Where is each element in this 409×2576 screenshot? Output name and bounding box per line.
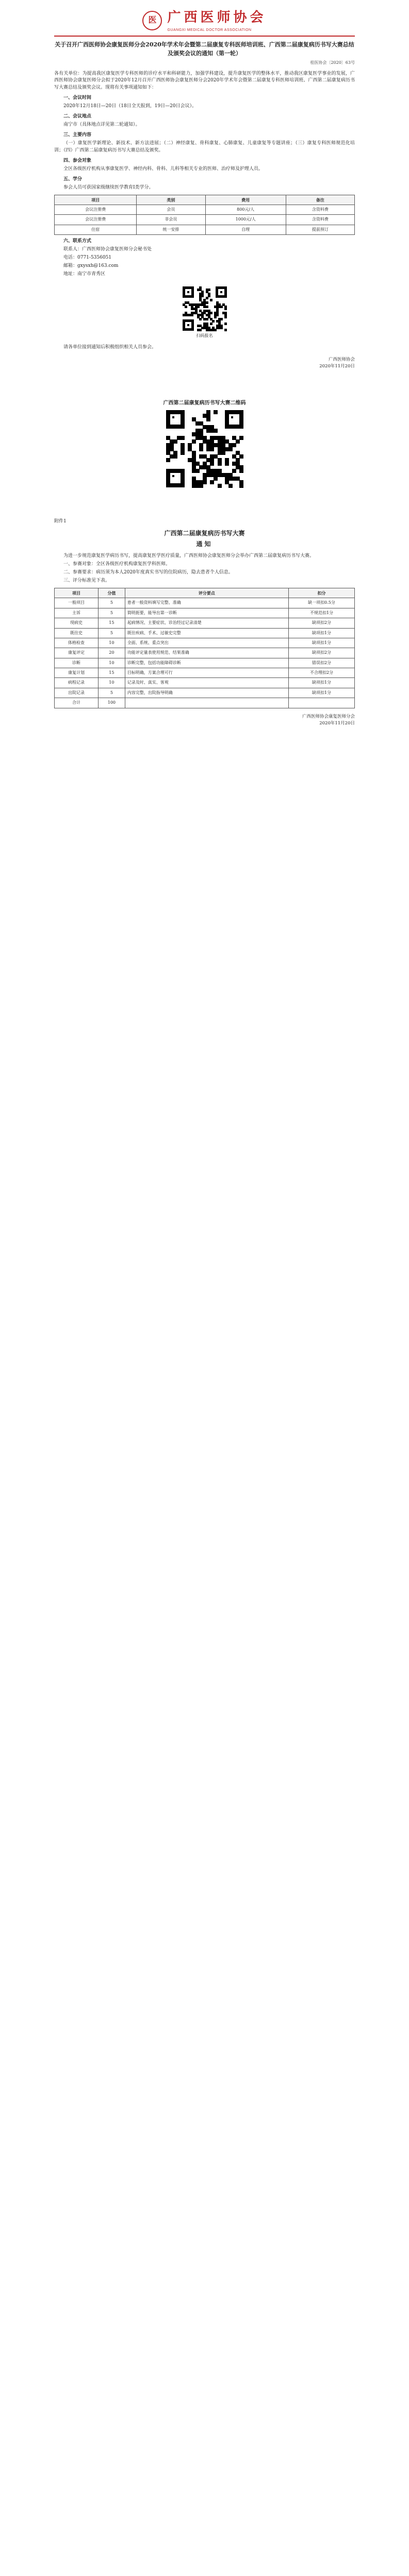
section-body: 参会人员可获国家级继续医学教育Ⅰ类学分。 xyxy=(63,184,154,190)
table-cell: 内容完整，出院指导明确 xyxy=(125,688,288,698)
table-cell: 主诉 xyxy=(55,608,99,618)
table-header: 费用 xyxy=(205,195,286,205)
notice-sections xyxy=(54,95,355,191)
page-break xyxy=(54,493,355,513)
table-cell: 现病史 xyxy=(55,618,99,628)
attachment-para: 为进一步规范康复医学病历书写，提高康复医学医疗质量，广西医师协会康复医师分会举办广西第二届康复病历书写大赛。 xyxy=(63,553,315,559)
table-cell: 5 xyxy=(98,688,125,698)
table-cell: 缺项扣2分 xyxy=(289,618,355,628)
score-table xyxy=(54,588,355,708)
contact-line: 联系人：广西医师协会康复医师分会秘书处 xyxy=(63,247,152,252)
notice-intro: 各有关单位：为提高我区康复医学专科医师的诊疗水平和科研能力，加强学科建设，提升康复医学的整体水平，推动我区康复医学事业的发展，广西医师协会康复医师分会拟于2020年12月召开广西医师协会康复医师分会2020年学术年会暨第二届康复专科医师培训班、广西第二届康复病历书写大赛总结及颁奖会议。现将有关事项通知如下： xyxy=(54,71,355,91)
table-cell: 含资料费 xyxy=(286,215,354,225)
section-head: 五、学分 xyxy=(63,176,83,182)
table-row xyxy=(55,638,355,648)
attachment-subtitle: 通知 xyxy=(196,540,213,548)
table-header: 评分要点 xyxy=(125,588,288,598)
letterhead-text xyxy=(167,7,266,33)
table-header: 项目 xyxy=(55,588,99,598)
contact-line: 地址：南宁市青秀区 xyxy=(63,271,106,277)
contact-head: 六、联系方式 xyxy=(63,239,92,244)
table-header-row xyxy=(55,588,355,598)
table-cell: 20 xyxy=(98,648,125,658)
table-cell: 住宿 xyxy=(55,225,137,234)
table-cell: 提前预订 xyxy=(286,225,354,234)
attachment-para: 一、参赛对象：全区各级医疗机构康复医学科医师。 xyxy=(63,562,171,567)
section-body: 2020年12月18日—20日（18日全天报到，19日—20日会议）。 xyxy=(63,104,197,109)
table-cell: 非会员 xyxy=(137,215,205,225)
table-row xyxy=(55,628,355,638)
table-cell: 10 xyxy=(98,678,125,688)
table-cell: 5 xyxy=(98,608,125,618)
table-cell: 康复评定 xyxy=(55,648,99,658)
contact-line: 电话：0771-5356051 xyxy=(63,255,112,261)
table-cell: 起病情况、主要症状、诊治经过记录清楚 xyxy=(125,618,288,628)
table-cell: 出院记录 xyxy=(55,688,99,698)
sign-date: 2020年11月20日 xyxy=(319,364,355,369)
table-cell: 自理 xyxy=(205,225,286,234)
table-cell: 15 xyxy=(98,668,125,678)
table-cell: 康复计划 xyxy=(55,668,99,678)
qr-caption: 扫码报名 xyxy=(196,333,213,338)
table-row xyxy=(55,688,355,698)
total-label: 合计 xyxy=(55,698,99,708)
table-row xyxy=(55,215,355,225)
table-cell: 体格检查 xyxy=(55,638,99,648)
table-cell: 一般项目 xyxy=(55,598,99,608)
table-cell: 不合理扣2分 xyxy=(289,668,355,678)
table-cell xyxy=(125,698,288,708)
table-cell: 缺项扣1分 xyxy=(289,688,355,698)
sign-date: 2020年11月20日 xyxy=(319,720,355,726)
table-cell: 功能评定量表使用规范、结果准确 xyxy=(125,648,288,658)
contest-qr-caption: 广西第二届康复病历书写大赛二维码 xyxy=(163,400,246,406)
table-cell: 全面、系统、重点突出 xyxy=(125,638,288,648)
table-cell: 病程记录 xyxy=(55,678,99,688)
table-row xyxy=(55,598,355,608)
table-cell: 缺项扣1分 xyxy=(289,628,355,638)
notice-closing: 请各单位接到通知后积极组织相关人员参会。 xyxy=(63,345,157,350)
page-break xyxy=(54,370,355,391)
table-cell: 10 xyxy=(98,658,125,668)
section-body: 南宁市（具体地点详见第二轮通知）。 xyxy=(63,122,140,128)
table-row xyxy=(55,225,355,234)
section-head: 一、会议时间 xyxy=(63,95,92,101)
signature-block xyxy=(54,357,355,370)
attachment-title: 广西第二届康复病历书写大赛 xyxy=(164,530,245,537)
table-row xyxy=(55,618,355,628)
table-header: 备注 xyxy=(286,195,354,205)
table-total-row xyxy=(55,698,355,708)
table-cell: 统一安排 xyxy=(137,225,205,234)
section-body: 全区各级医疗机构从事康复医学、神经内科、骨科、儿科等相关专业的医师、治疗师及护理人员。 xyxy=(63,166,264,172)
table-cell: 缺项扣1分 xyxy=(289,638,355,648)
table-cell: 15 xyxy=(98,618,125,628)
score-table-body xyxy=(55,598,355,698)
section-body: （一）康复医学新理论、新技术、新方法进展；（二）神经康复、骨科康复、心肺康复、儿童康复等专题讲座；（三）康复专科医师规范化培训；（四）广西第二届康复病历书写大赛总结及颁奖。 xyxy=(54,141,355,153)
table-cell: 10 xyxy=(98,638,125,648)
table-cell: 缺一项扣0.5分 xyxy=(289,598,355,608)
org-name-en: GUANGXI MEDICAL DOCTOR ASSOCIATION xyxy=(167,28,252,32)
table-row xyxy=(55,648,355,658)
table-cell: 含资料费 xyxy=(286,205,354,215)
table-row xyxy=(55,668,355,678)
document-page xyxy=(0,0,409,748)
table-header: 项目 xyxy=(55,195,137,205)
sign-org: 广西医师协会 xyxy=(328,357,355,363)
table-cell: 目标明确，方案合理可行 xyxy=(125,668,288,678)
table-cell xyxy=(289,698,355,708)
table-cell: 记录及时、真实、客观 xyxy=(125,678,288,688)
section-head: 四、参会对象 xyxy=(63,158,92,163)
table-cell: 既往史 xyxy=(55,628,99,638)
total-value: 100 xyxy=(98,698,125,708)
fee-table xyxy=(54,195,355,235)
table-cell: 5 xyxy=(98,598,125,608)
table-cell: 既往疾病、手术、过敏史完整 xyxy=(125,628,288,638)
contest-qr-block xyxy=(54,399,355,488)
contact-line: 邮箱：gxysxh@163.com xyxy=(63,263,119,269)
table-row xyxy=(55,658,355,668)
attachment-signature xyxy=(54,714,355,727)
table-cell: 不规范扣1分 xyxy=(289,608,355,618)
association-seal-icon: 医 xyxy=(142,11,162,30)
table-header-row xyxy=(55,195,355,205)
registration-qr-block xyxy=(54,286,355,339)
table-row xyxy=(55,205,355,215)
attachment-label: 附件1 xyxy=(54,519,67,524)
qr-code-icon[interactable] xyxy=(166,410,243,487)
table-cell: 诊断完整，包括功能障碍诊断 xyxy=(125,658,288,668)
table-cell: 会员 xyxy=(137,205,205,215)
org-name: 广西医师协会 xyxy=(167,10,267,25)
table-cell: 1000元/人 xyxy=(205,215,286,225)
letterhead xyxy=(54,0,355,33)
table-row xyxy=(55,608,355,618)
sign-org: 广西医师协会康复医师分会 xyxy=(302,714,355,719)
table-cell: 缺项扣2分 xyxy=(289,648,355,658)
attachment-para: 二、参赛要求：病历须为本人2020年度真实书写的住院病历，隐去患者个人信息。 xyxy=(63,570,233,575)
table-cell: 5 xyxy=(98,628,125,638)
table-header: 分值 xyxy=(98,588,125,598)
table-cell: 会议注册费 xyxy=(55,215,137,225)
qr-code-icon[interactable] xyxy=(183,286,227,331)
table-row xyxy=(55,678,355,688)
notice-title: 关于召开广西医师协会康复医师分会2020年学术年会暨第二届康复专科医师培训班、广西第二届康复病历书写大赛总结及颁奖会议的通知（第一轮） xyxy=(55,41,354,57)
table-header: 类别 xyxy=(137,195,205,205)
section-head: 三、主要内容 xyxy=(63,132,92,138)
table-cell: 诊断 xyxy=(55,658,99,668)
attachment-para: 三、评分标准见下表。 xyxy=(63,578,110,584)
section-head: 二、会议地点 xyxy=(63,114,92,120)
table-cell: 缺项扣1分 xyxy=(289,678,355,688)
table-cell: 800元/人 xyxy=(205,205,286,215)
document-number: 桂医协会〔2020〕63号 xyxy=(310,60,355,65)
table-header: 扣分 xyxy=(289,588,355,598)
table-cell: 错误扣2分 xyxy=(289,658,355,668)
table-cell: 患者一般资料填写完整、准确 xyxy=(125,598,288,608)
table-cell: 简明扼要，能导出第一诊断 xyxy=(125,608,288,618)
table-cell: 会议注册费 xyxy=(55,205,137,215)
red-divider xyxy=(54,36,355,37)
